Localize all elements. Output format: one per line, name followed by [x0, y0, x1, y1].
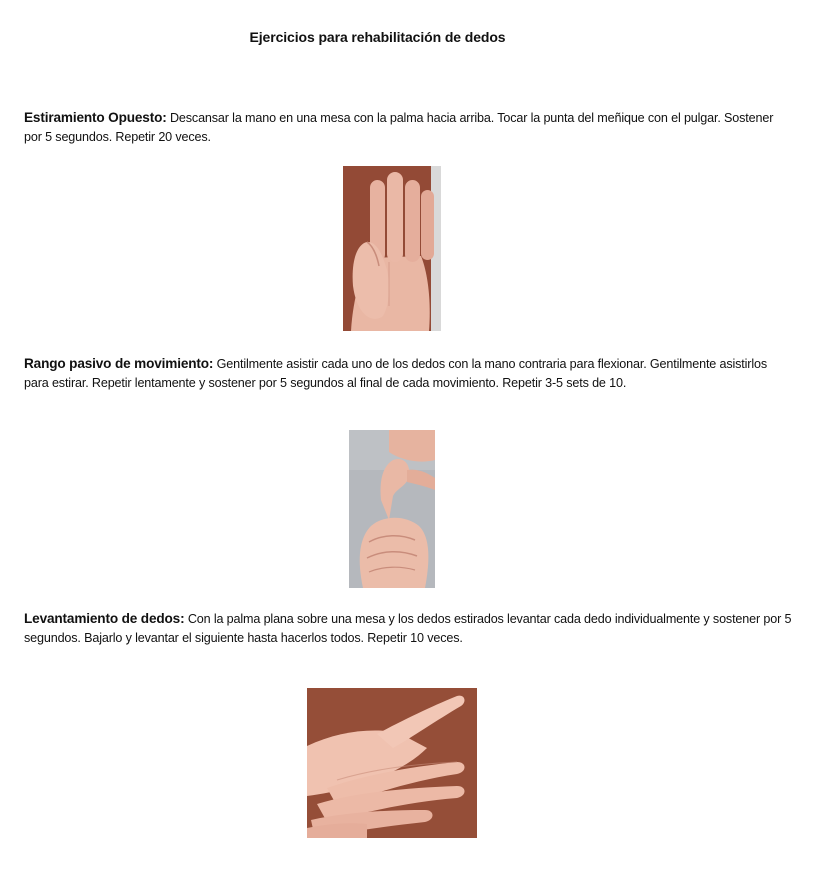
- exercise-3-name: Levantamiento de dedos:: [24, 611, 185, 626]
- exercise-1-name: Estiramiento Opuesto:: [24, 110, 167, 125]
- exercise-2-photo: [349, 430, 435, 588]
- exercise-2-name: Rango pasivo de movimiento:: [24, 356, 214, 371]
- exercise-1-photo: [343, 166, 441, 331]
- exercise-2-description: Gentilmente asistir cada uno de los dedos con la mano contraria para flexionar. Gentilmente asistirlos para estirar. Repetir lentamente y sostener por 5 segundos al final de cada movimiento. Repetir 3-5 sets de 10.: [24, 357, 767, 390]
- exercise-3-photo: [307, 688, 477, 838]
- exercise-1-description: Descansar la mano en una mesa con la palma hacia arriba. Tocar la punta del meñique con el pulgar. Sostener por 5 segundos. Repetir 20 veces.: [24, 111, 774, 144]
- exercise-3-text: [24, 609, 816, 648]
- exercise-1-text: [24, 108, 784, 147]
- page-title: Ejercicios para rehabilitación de dedos: [249, 29, 506, 45]
- exercise-3-description: Con la palma plana sobre una mesa y los dedos estirados levantar cada dedo individualmente y sostener por 5 segundos. Bajarlo y levantar el siguiente hasta hacerlos todos. Repetir 10 veces.: [24, 612, 792, 645]
- exercise-2-text: [24, 354, 784, 393]
